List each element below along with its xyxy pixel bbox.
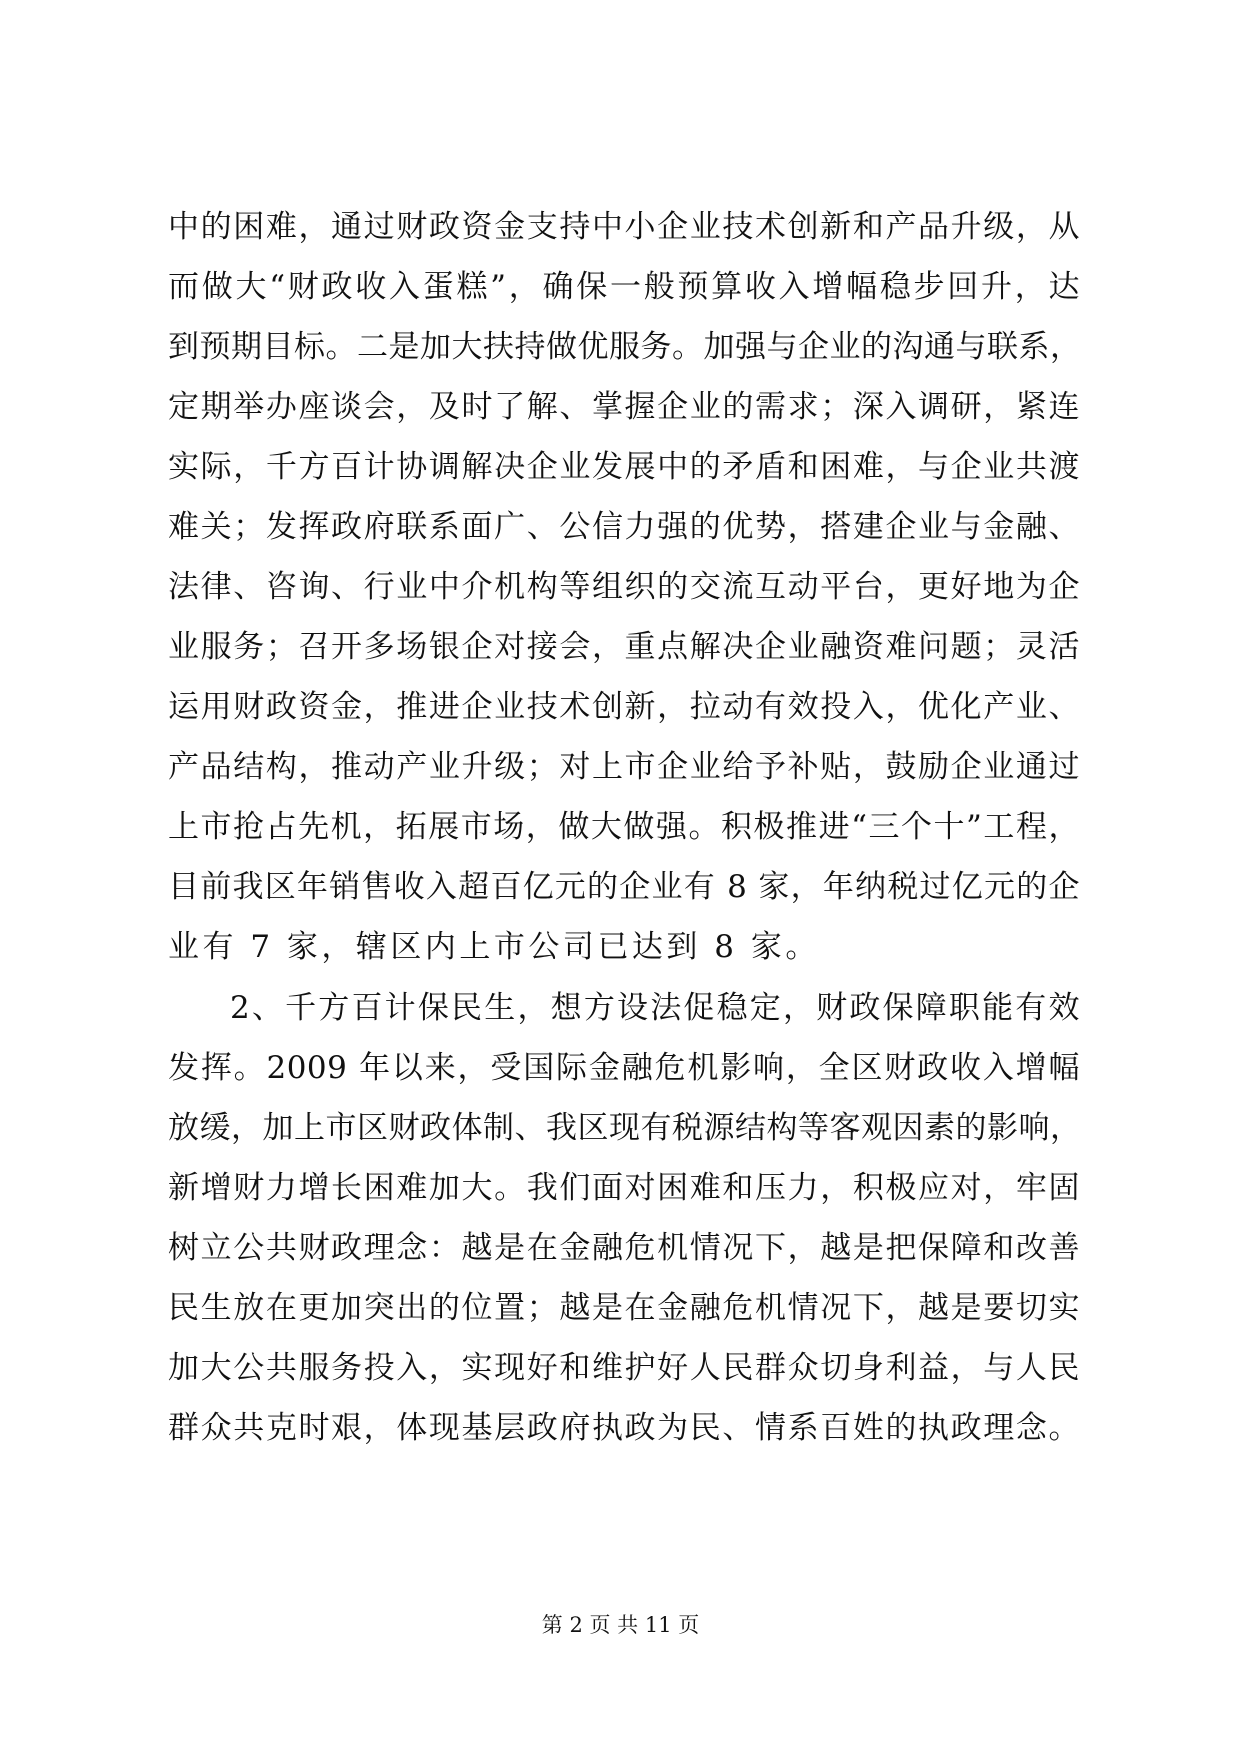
paragraph-line: 法律、咨询、行业中介机构等组织的交流互动平台，更好地为企 (168, 569, 1080, 605)
paragraph-line: 新增财力增长困难加大。我们面对困难和压力，积极应对，牢固 (168, 1170, 1080, 1206)
paragraph-line: 上市抢占先机，拓展市场，做大做强。积极推进“三个十”工程， (168, 809, 1080, 845)
paragraph-line: 发挥。2009 年以来，受国际金融危机影响，全区财政收入增幅 (168, 1050, 1080, 1086)
paragraph-line: 实际，千方百计协调解决企业发展中的矛盾和困难，与企业共渡 (168, 449, 1080, 485)
paragraph-line: 民生放在更加突出的位置；越是在金融危机情况下，越是要切实 (168, 1290, 1080, 1326)
paragraph-line: 放缓，加上市区财政体制、我区现有税源结构等客观因素的影响， (168, 1110, 1082, 1146)
paragraph-line: 而做大“财政收入蛋糕”，确保一般预算收入增幅稳步回升，达 (168, 269, 1080, 305)
paragraph-line: 树立公共财政理念：越是在金融危机情况下，越是把保障和改善 (168, 1230, 1080, 1266)
paragraph-line: 定期举办座谈会，及时了解、掌握企业的需求；深入调研，紧连 (168, 389, 1080, 425)
paragraph-line: 产品结构，推动产业升级；对上市企业给予补贴，鼓励企业通过 (168, 749, 1080, 785)
paragraph-line-indented: 2、千方百计保民生，想方设法促稳定，财政保障职能有效 (230, 990, 1080, 1026)
paragraph-line: 群众共克时艰，体现基层政府执政为民、情系百姓的执政理念。 (168, 1410, 1080, 1446)
paragraph-line: 业服务；召开多场银企对接会，重点解决企业融资难问题；灵活 (168, 629, 1080, 665)
paragraph-line: 目前我区年销售收入超百亿元的企业有 8 家，年纳税过亿元的企 (168, 869, 1080, 905)
paragraph-line: 难关；发挥政府联系面广、公信力强的优势，搭建企业与金融、 (168, 509, 1080, 545)
paragraph-line-last: 业有 7 家，辖区内上市公司已达到 8 家。 (168, 929, 820, 965)
paragraph-line: 运用财政资金，推进企业技术创新，拉动有效投入，优化产业、 (168, 689, 1080, 725)
paragraph-line: 中的困难，通过财政资金支持中小企业技术创新和产品升级，从 (168, 209, 1080, 245)
paragraph-line: 加大公共服务投入，实现好和维护好人民群众切身利益，与人民 (168, 1350, 1080, 1386)
page-number-footer: 第 2 页 共 11 页 (541, 1613, 700, 1637)
paragraph-line: 到预期目标。二是加大扶持做优服务。加强与企业的沟通与联系， (168, 329, 1082, 365)
